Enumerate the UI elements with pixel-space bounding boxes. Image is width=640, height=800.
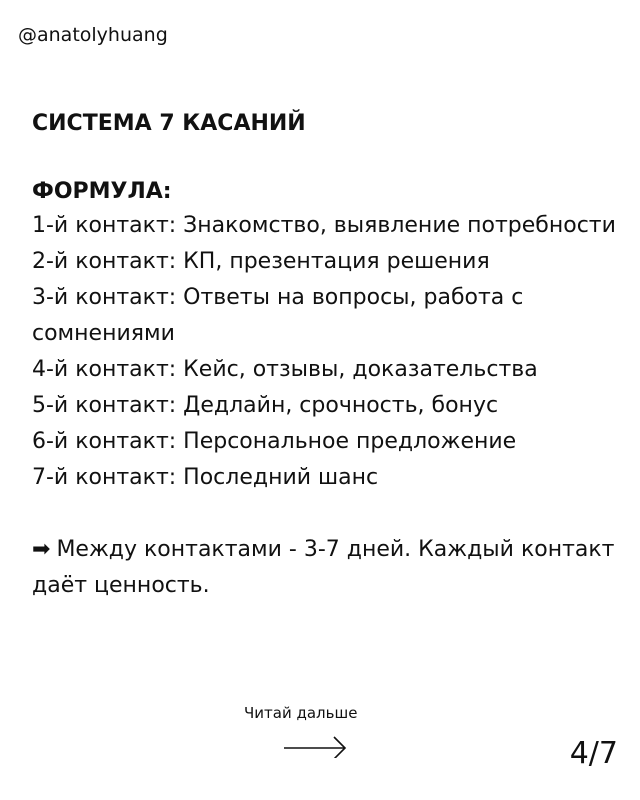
list-item: 3-й контакт: Ответы на вопросы, работа с сомнениями [32,285,524,346]
list-item: 7-й контакт: Последний шанс [32,465,379,490]
interval-note [32,532,622,604]
right-arrow-icon [284,734,348,758]
list-item: 1-й контакт: Знакомство, выявление потребности [32,213,616,238]
read-more-label: Читай дальше [244,704,358,722]
right-arrow-emoji-icon: ➡ [32,537,51,562]
list-item: 2-й контакт: КП, презентация решения [32,249,490,274]
formula-label: ФОРМУЛА: [32,179,172,204]
list-item: 4-й контакт: Кейс, отзывы, доказательства [32,357,538,382]
list-item: 5-й контакт: Дедлайн, срочность, бонус [32,393,499,418]
contact-steps-list [32,208,622,496]
list-item: 6-й контакт: Персональное предложение [32,429,517,454]
author-handle: @anatolyhuang [18,24,168,46]
page-counter: 4/7 [569,736,618,771]
slide-content [32,108,622,604]
interval-note-text: Между контактами - 3-7 дней. Каждый контакт даёт ценность. [32,537,615,598]
slide-title: СИСТЕМА 7 КАСАНИЙ [32,111,306,136]
